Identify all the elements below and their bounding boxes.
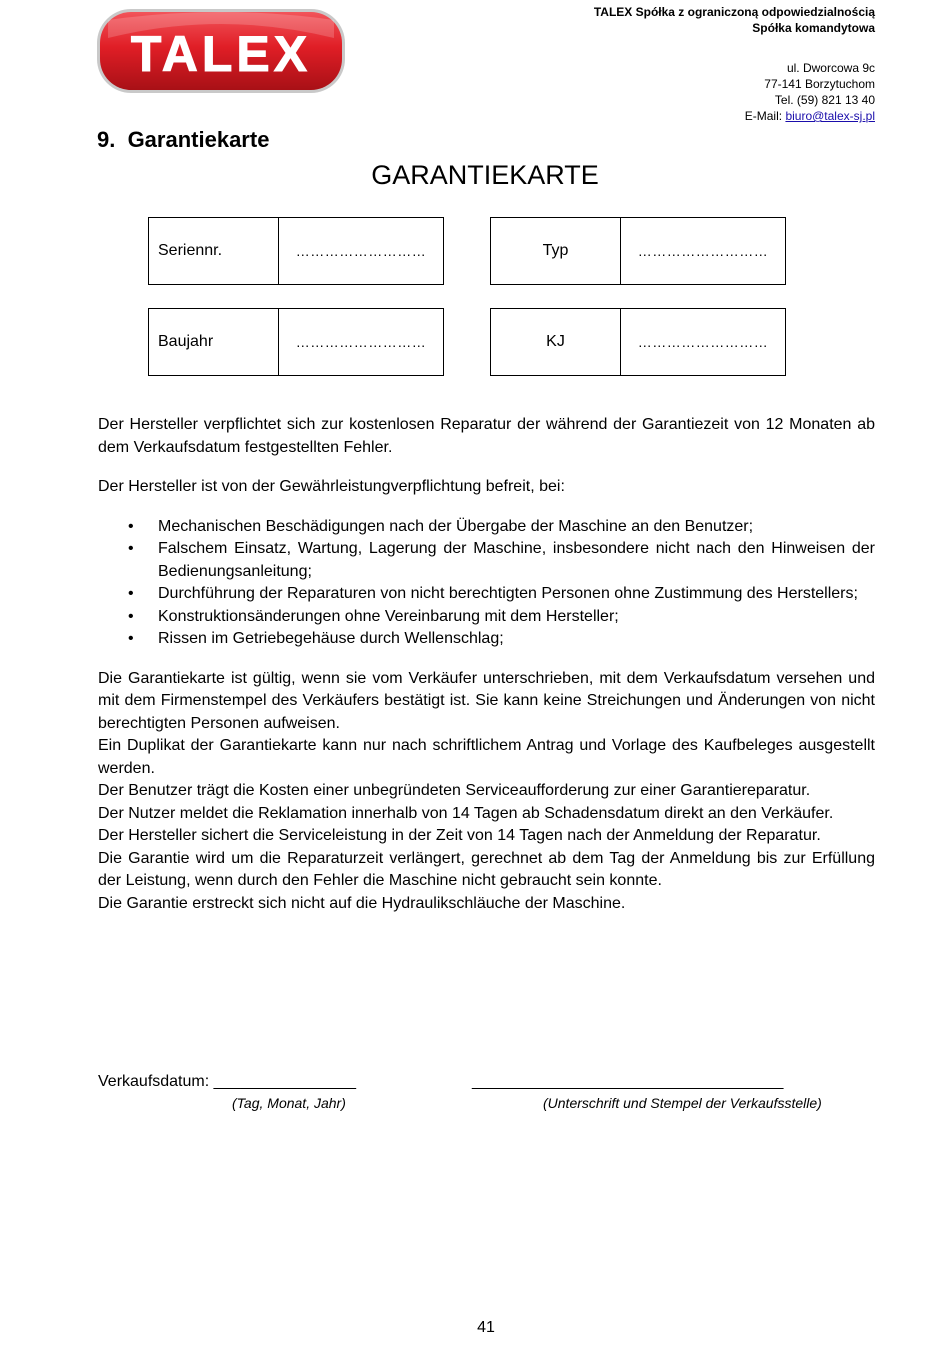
- company-type: Spółka komandytowa: [752, 21, 875, 35]
- validity-paragraph: Die Garantiekarte ist gültig, wenn sie vom Verkäufer unterschrieben, mit dem Verkaufsdatum versehen und mit dem Firmenstempel des Verkäufers bestätigt ist. Sie kann keine Streichungen und Änderungen von nicht berechtigten Personen aufweisen.: [98, 669, 875, 732]
- type-value: ………………………: [637, 243, 769, 259]
- company-phone: Tel. (59) 821 13 40: [774, 93, 875, 107]
- company-name: TALEX Spółka z ograniczoną odpowiedzialnością: [593, 5, 875, 19]
- sale-date-field: Verkaufsdatum: ________________: [98, 1073, 356, 1090]
- signature-line: ___________________________________: [472, 1073, 784, 1090]
- signature-hint: (Unterschrift und Stempel der Verkaufsstelle): [543, 1095, 822, 1111]
- bullet-icon: •: [128, 585, 134, 602]
- list-item: • Falschem Einsatz, Wartung, Lagerung der Maschine, insbesondere nicht nach den Hinweisen der Bedienungsanleitung;: [128, 540, 875, 580]
- page-number: 41: [477, 1319, 495, 1336]
- kj-box: [490, 308, 786, 376]
- list-item: • Mechanischen Beschädigungen nach der Übergabe der Maschine an den Benutzer;: [98, 516, 875, 539]
- bullet-icon: •: [128, 540, 134, 557]
- document-title: GARANTIEKARTE: [371, 160, 599, 190]
- cost-paragraph: Der Benutzer trägt die Kosten einer unbegründeten Serviceaufforderung zur einer Garantiereparatur.: [98, 782, 811, 799]
- list-item: • Durchführung der Reparaturen von nicht berechtigten Personen ohne Zustimmung des Herstellers;: [98, 583, 875, 606]
- type-label: Typ: [491, 218, 621, 284]
- type-box: [490, 217, 786, 285]
- warranty-text: [98, 414, 875, 915]
- year-box: [148, 308, 444, 376]
- year-value: ………………………: [295, 334, 427, 350]
- extension-paragraph: Die Garantie wird um die Reparaturzeit verlängert, gerechnet ab dem Tag der Anmeldung bis zur Erfüllung der Leistung, wenn durch den Fehler die Maschine nicht gebraucht sein konnte.: [98, 849, 875, 889]
- kj-value: ………………………: [637, 334, 769, 350]
- bullet-icon: •: [128, 607, 134, 625]
- kj-label: KJ: [491, 309, 621, 375]
- logo-text: TALEX: [130, 26, 312, 82]
- hoses-paragraph: Die Garantie erstreckt sich nicht auf die Hydraulikschläuche der Maschine.: [98, 894, 626, 912]
- bullet-icon: •: [128, 630, 134, 647]
- company-street: ul. Dworcowa 9c: [786, 61, 875, 75]
- company-address: [594, 4, 875, 124]
- duplicate-paragraph: Ein Duplikat der Garantiekarte kann nur nach schriftlichem Antrag und Vorlage des Kaufbeleges ausgestellt werden.: [98, 737, 875, 777]
- list-item: • Konstruktionsänderungen ohne Vereinbarung mit dem Hersteller;: [98, 606, 875, 629]
- company-email-line: [594, 108, 875, 124]
- serial-number-box: [148, 217, 444, 285]
- list-item: • Rissen im Getriebegehäuse durch Wellenschlag;: [98, 628, 875, 651]
- bullet-icon: •: [128, 517, 134, 535]
- section-title: 9. Garantiekarte: [97, 127, 270, 152]
- company-city: 77-141 Borzytuchom: [764, 77, 875, 91]
- claim-paragraph: Der Nutzer meldet die Reklamation innerhalb von 14 Tagen ab Schadensdatum direkt an den Verkäufer.: [98, 804, 834, 822]
- intro-paragraph: Der Hersteller verpflichtet sich zur kostenlosen Reparatur der während der Garantiezeit von 12 Monaten ab dem Verkaufsdatum festgestellten Fehler.: [98, 416, 875, 456]
- exclusion-intro: Der Hersteller ist von der Gewährleistungverpflichtung befreit, bei:: [98, 478, 565, 495]
- service-paragraph: Der Hersteller sichert die Serviceleistung in der Zeit von 14 Tagen nach der Anmeldung der Reparatur.: [98, 827, 821, 844]
- year-label: Baujahr: [149, 309, 279, 375]
- email-label: E-Mail:: [744, 109, 783, 123]
- sale-date-hint: (Tag, Monat, Jahr): [232, 1095, 346, 1111]
- exclusion-list: [98, 516, 875, 651]
- email-link[interactable]: biuro@talex-sj.pl: [785, 109, 875, 123]
- serial-number-label: Seriennr.: [149, 218, 279, 284]
- talex-logo: [96, 8, 346, 94]
- serial-number-value: ………………………: [295, 243, 427, 259]
